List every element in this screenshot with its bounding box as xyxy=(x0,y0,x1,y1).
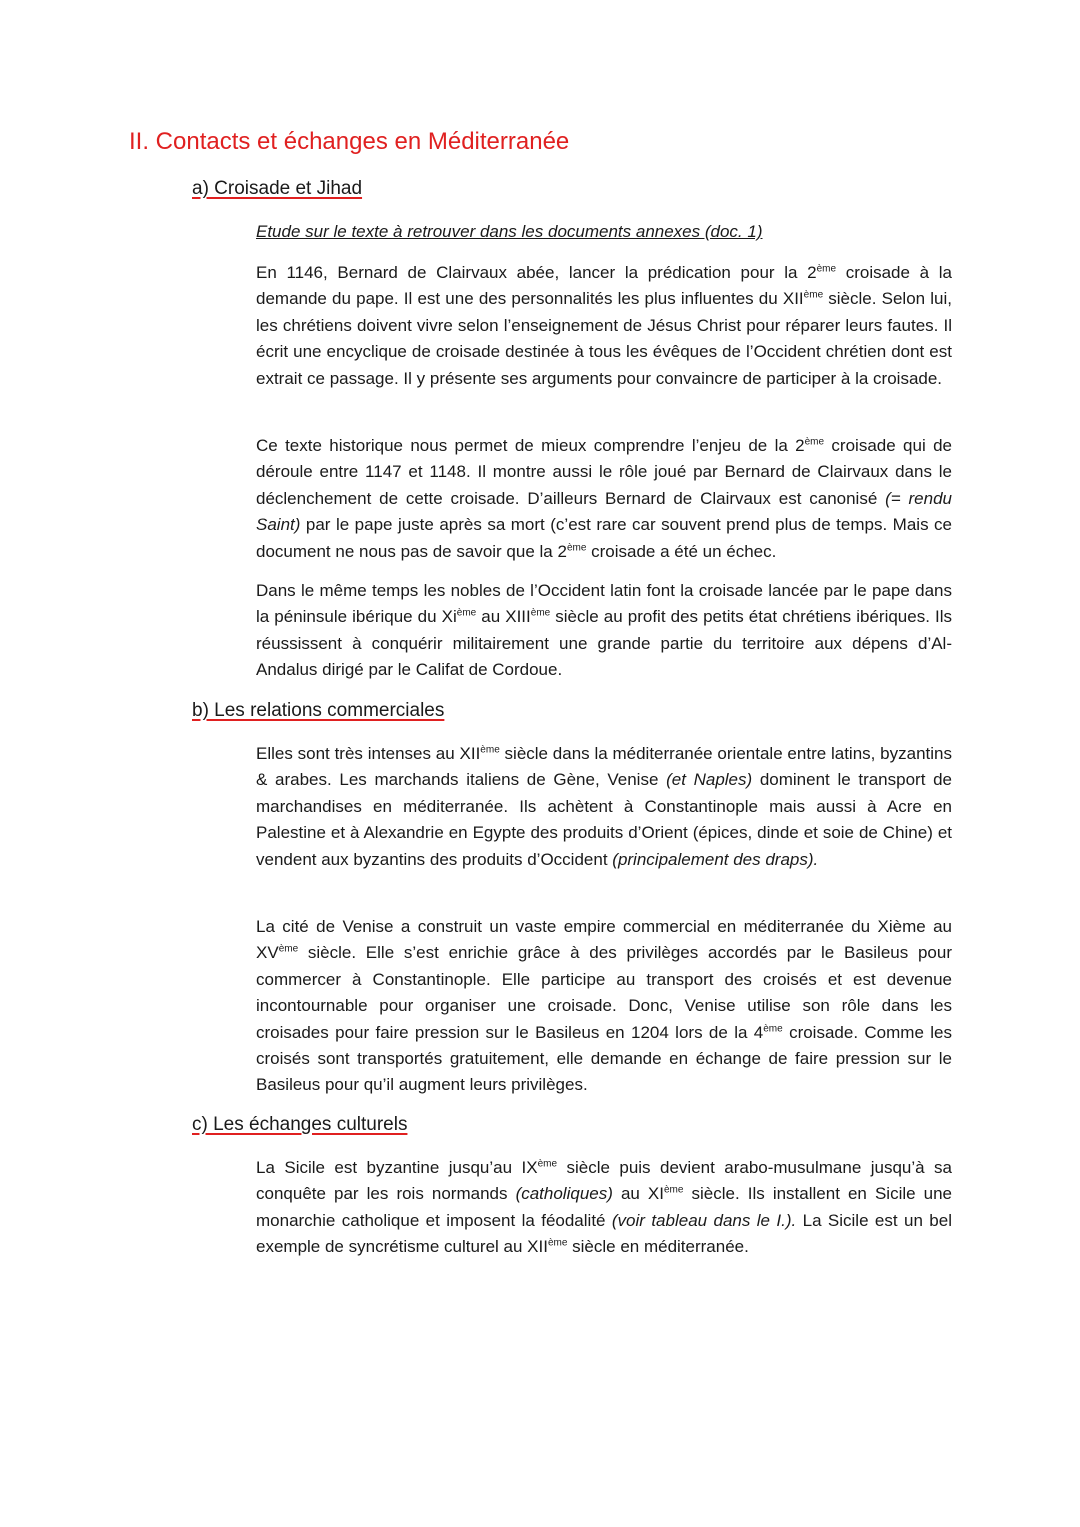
section-title: II. Contacts et échanges en Méditerranée xyxy=(129,128,570,155)
subsection-heading-culture: c) Les échanges culturels xyxy=(192,1114,408,1135)
paragraph-commerce-2: La cité de Venise a construit un vaste empire commercial en méditerranée du Xième au XVème siècle. Elle s’est enrichie grâce à des privilèges accordés par le Basileus pour commercer à Constantinople. Elle participe au transport des croisés et est devenue incontournable pour organiser une croisade. Donc, Venise utilise son rôle dans les croisades pour faire pression sur le Basileus en 1204 lors de la 4ème croisade. Comme les croisés sont transportés gratuitement, elle demande en échange de faire pression sur le Basileus pour qu’il augment leurs privilèges. xyxy=(256,917,953,1095)
paragraph-croisade-2: Ce texte historique nous permet de mieux comprendre l’enjeu de la 2ème croisade qui de déroule entre 1147 et 1148. Il montre aussi le rôle joué par Bernard de Clairvaux dans le déclenchement de cette croisade. D’ailleurs Bernard de Clairvaux est canonisé (= rendu Saint) par le pape juste après sa mort (c’est rare car souvent prend plus de temps. Mais ce document ne nous pas de savoir que la 2ème croisade a été un échec. xyxy=(256,436,952,561)
paragraph-croisade-3: Dans le même temps les nobles de l’Occident latin font la croisade lancée par le pape dans la péninsule ibérique du $Xi^{ème}$ au XIIIème siècle au profit des petits état chrétiens ibériques. Ils réussissent à conquérir militairement une grande partie du territoire aux dépens d’Al-Andalus dirigé par le Califat de Cordoue. xyxy=(256,581,952,680)
paragraph-culture-1: La Sicile est byzantine jusqu’au IXème siècle puis devient arabo-musulmane jusqu’à sa conquête par les rois normands (catholiques) au XIème siècle. Ils installent en Sicile une monarchie catholique et imposent la féodalité (voir tableau dans le I.). La Sicile est un bel exemple de syncrétisme culturel au XIIème siècle en méditerranée. xyxy=(256,1158,953,1257)
paragraph-croisade-1: En 1146, Bernard de Clairvaux abée, lancer la prédication pour la 2ème croisade à la demande du pape. Il est une des personnalités les plus influentes du XIIème siècle. Selon lui, les chrétiens doivent vivre selon l’enseignement de Jésus Christ pour réparer leurs fautes. Il écrit une encyclique de croisade destinée à tous les évêques de l’Occident chrétien dont est extrait ce passage. Il y présente ses arguments pour convaincre de participer à la croisade. xyxy=(256,263,952,388)
study-note: Etude sur le texte à retrouver dans les documents annexes (doc. 1) xyxy=(256,222,763,241)
paragraph-commerce-1: Elles sont très intenses au XIIème siècle dans la méditerranée orientale entre latins, byzantins & arabes. Les marchands italiens de Gène, Venise (et Naples) dominent le transport de marchandises en méditerranée. Ils achètent à Constantinople mais aussi à Acre en Palestine et à Alexandrie en Egypte des produits d’Orient (épices, dinde et soie de Chine) et vendent aux byzantins des produits d’Occident (principalement des draps). xyxy=(256,744,953,869)
subsection-heading-croisade: a) Croisade et Jihad xyxy=(192,178,363,199)
subsection-heading-commerce: b) Les relations commerciales xyxy=(192,700,445,721)
